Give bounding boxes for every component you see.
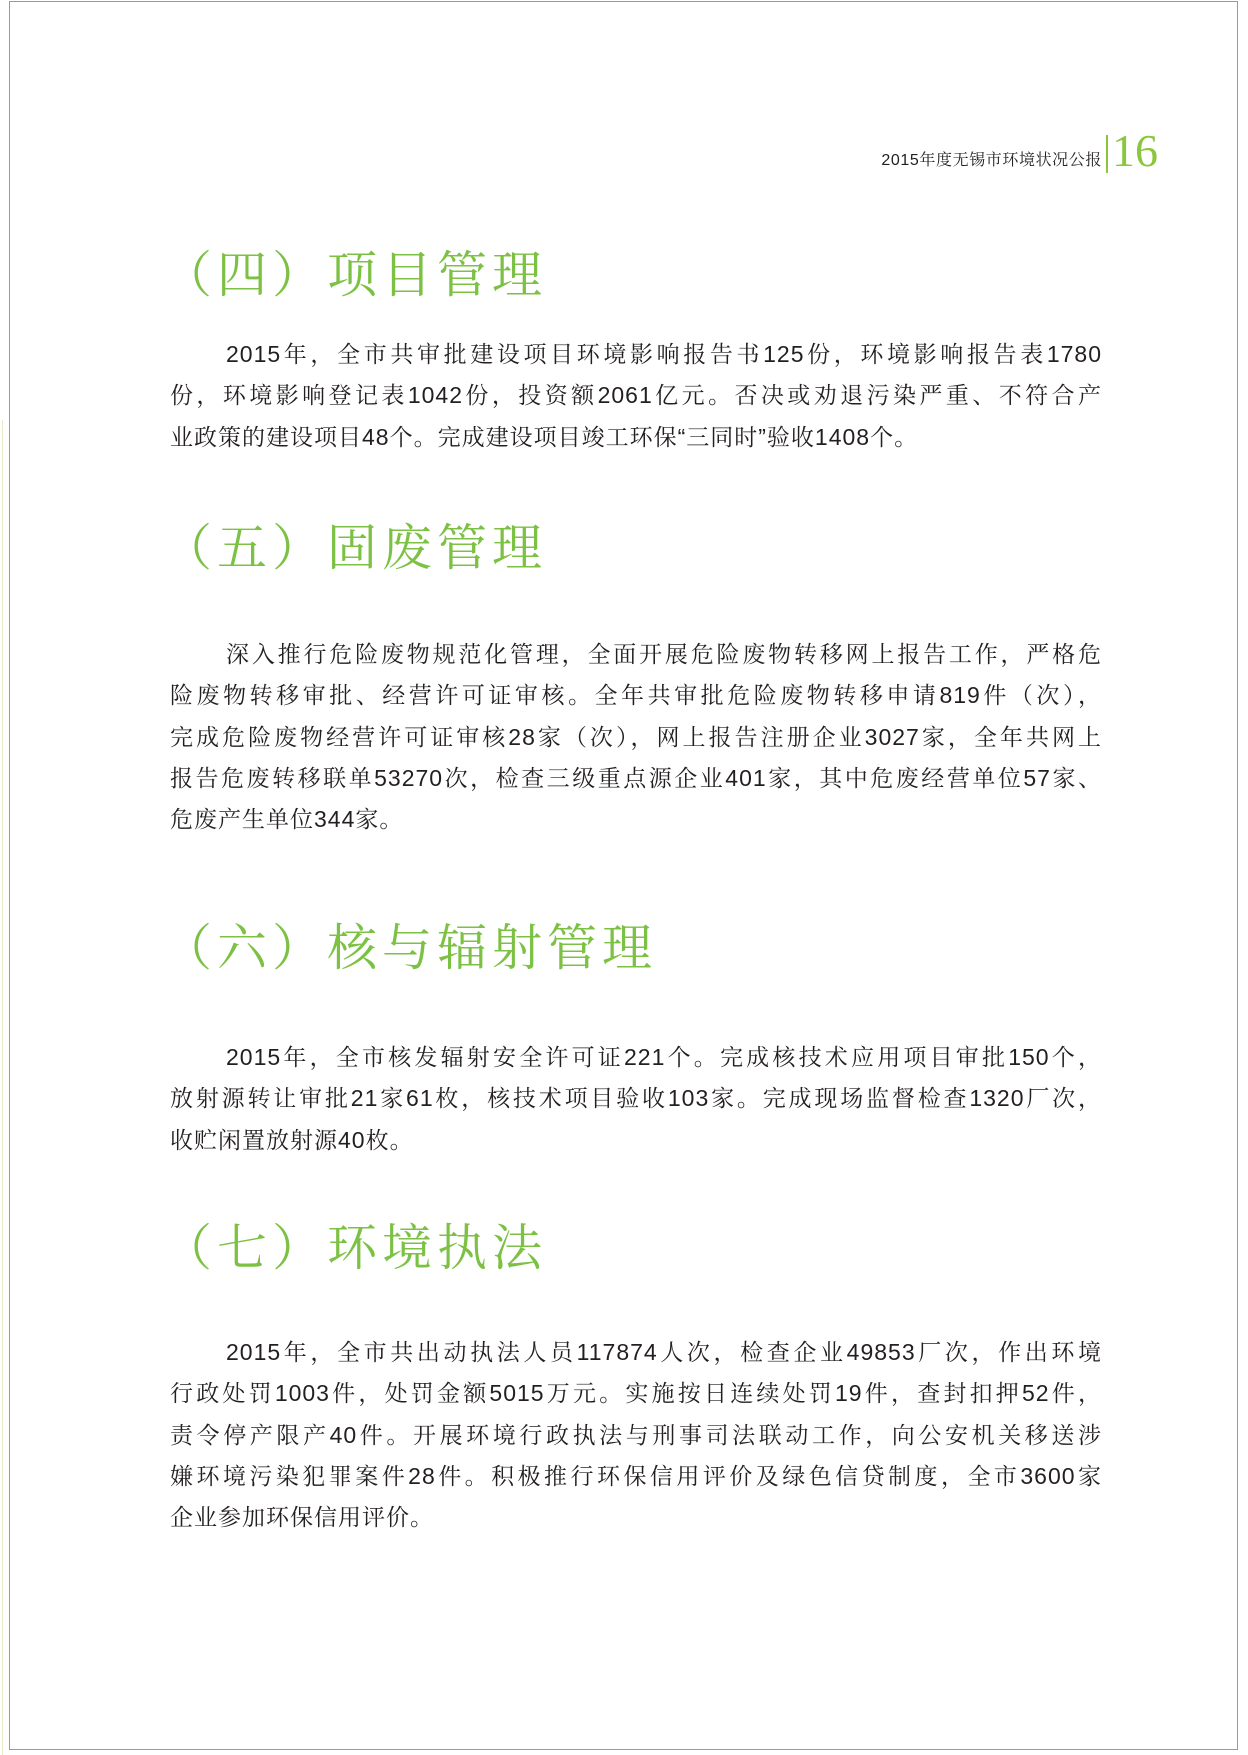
section-body-project-management [170, 334, 1102, 458]
page-edge-line [2, 420, 3, 1755]
paragraph-line: 嫌环境污染犯罪案件28件。积极推行环保信用评价及绿色信贷制度，全市3600家 [170, 1462, 1102, 1489]
section-body-nuclear-radiation-management [170, 1037, 1102, 1161]
section-body-solid-waste-management [170, 634, 1102, 840]
paragraph-line: 完成危险废物经营许可证审核28家（次），网上报告注册企业3027家，全年共网上 [170, 723, 1102, 750]
page-number: 16 [1112, 125, 1158, 176]
paragraph-line: 深入推行危险废物规范化管理，全面开展危险废物转移网上报告工作，严格危 [226, 641, 1102, 667]
paragraph-line: 报告危废转移联单53270次，检查三级重点源企业401家，其中危废经营单位57家、 [170, 764, 1102, 791]
paragraph-line: 责令停产限产40件。开展环境行政执法与刑事司法联动工作，向公安机关移送涉 [170, 1421, 1102, 1448]
paragraph-line: 放射源转让审批21家61枚，核技术项目验收103家。完成现场监督检查1320厂次， [170, 1085, 1102, 1112]
paragraph-line: 份，环境影响登记表1042份，投资额2061亿元。否决或劝退污染严重、不符合产 [170, 382, 1102, 409]
paragraph-line: 收贮闲置放射源40枚。 [170, 1126, 414, 1153]
section-heading-nuclear-radiation-management: （六）核与辐射管理 [162, 920, 657, 976]
paragraph-line: 2015年，全市核发辐射安全许可证221个。完成核技术应用项目审批150个， [226, 1044, 1102, 1070]
paragraph-line: 行政处罚1003件，处罚金额5015万元。实施按日连续处罚19件，查封扣押52件， [170, 1380, 1102, 1407]
section-heading-environmental-enforcement: （七）环境执法 [162, 1220, 547, 1276]
report-title: 2015年度无锡市环境状况公报 [881, 152, 1102, 169]
paragraph-line: 2015年，全市共审批建设项目环境影响报告书125份，环境影响报告表1780 [226, 341, 1102, 367]
header-divider [1106, 135, 1108, 173]
paragraph-line: 业政策的建设项目48个。完成建设项目竣工环保“三同时”验收1408个。 [170, 423, 919, 450]
section-heading-solid-waste-management: （五）固废管理 [162, 520, 547, 576]
section-body-environmental-enforcement [170, 1332, 1102, 1538]
paragraph-line: 2015年，全市共出动执法人员117874人次，检查企业49853厂次，作出环境 [226, 1339, 1102, 1365]
paragraph-line: 企业参加环保信用评价。 [170, 1504, 434, 1531]
section-heading-project-management: （四）项目管理 [162, 247, 547, 303]
paragraph-line: 险废物转移审批、经营许可证审核。全年共审批危险废物转移申请819件（次）， [170, 682, 1102, 709]
paragraph-line: 危废产生单位344家。 [170, 806, 404, 833]
